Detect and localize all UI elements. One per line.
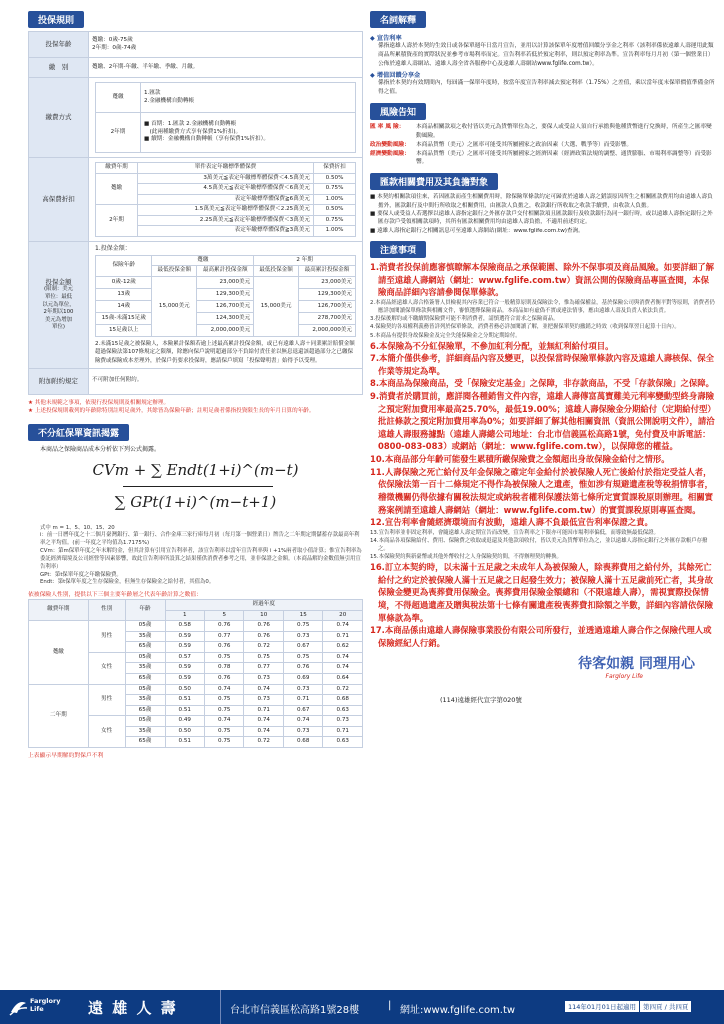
section-heading-disclosure: 不分紅保單資訊揭露 — [28, 424, 129, 441]
risk-item: 匯 率 風 險： 本商品相關款項之收付皆以美元為貨幣單位為之，要保人或受益人須自行承擔與他種貨幣進行兌換時，所產生之匯率變動風險。 — [370, 124, 712, 139]
note-item: 13.宣告利率並非固定利率，會隨遠雄人壽定期宣告而改變，宣告利率之下限亦可能因市場利率偏低，而導致無最低保證。 — [370, 529, 659, 536]
note-item: 15.本保險契約與新臺幣或其他外幣收付之人身保險契約間，不得辦理契約轉換。 — [370, 554, 562, 561]
footer: Farglory Life 遠 雄 人 壽 台北市信義區松高路1號28樓 | 網址:www.fglife.com.tw 114年01月01日起適用 第四頁 / 共四頁 — [0, 990, 724, 1024]
note-item: 11.人壽保險之死亡給付及年金保險之確定年金給付於被保險人死亡後給付於指定受益人者，依保險法第一百十二條規定不得作為被保險人之遺產，惟如涉有規避遺產稅等稅捐情事者，稽徵機關仍得依據有關稅法規定或納稅者權利保護法第七條所定實質課稅原則辦理。相關實務案例請至遠雄人壽網站（網址：www.fglife.com.tw）的實質課稅原則專區查閱。 — [370, 466, 713, 515]
risk-item: 經濟變動風險： 本商品貨幣（美元）之匯率可能受其所屬國家之經濟因素（經濟政策法規的調整、通貨膨脹、市場利率調整等）而受影響。 — [370, 150, 712, 166]
slogan-en: Farglory Life — [605, 673, 643, 681]
note-item: 12.宣告利率會隨經濟環境而有波動，遠雄人壽不負最低宣告利率保證之責。 — [370, 517, 653, 528]
star-note-2: ★ 上述投保規則載列的年齡除特別註明足歲外，其餘皆為保險年齡；註明足歲者係指投資限生長的年月日算的年齡。 — [28, 408, 315, 415]
effective-date: 114年01月01日起適用 — [565, 1001, 639, 1012]
rules-table: 投保年齡 躉繳：0歲-75歲 2年期：0歲-74歲 繳 別 躉繳、2年期-年繳、半年繳、季繳、月繳。 繳費方式 躉繳 1.匯款 2.金融機構自動轉帳 2年期 ■ 首期：1.匯款 2.金融機構自動轉帳 (此兩種繳費方式享有保費1%折扣)。 ■ 續期：金融機構自動轉帳（享有保費1%折扣）。 高保費折扣 繳費年期 單件表定年繳標準體保費 保費折扣 躉繳 3萬美元≦表定年繳標準體保費＜4.5萬美元 0.50% 4.5萬美元≦表定年繳標準體保費＜6萬美元 0.75% 表定年繳標準體保費≧6萬美元 1.00% 2年期 1.5萬美元≦表定年繳標準體保費＜2.25萬美元 0.50% 2.25萬美元≦表定年繳標準體保費＜3萬美元 0.75% 表定年繳標準體保費≧3萬美元 1.00% 投保金額 (限制：美元 單位：最低 以元為單位， 2年期以100 美元為增加 單位) 1.投保金額： 保險年齡 躉繳 2 年期 最低投保金額 最高累計投保金額 最低投保金額 最高累計投保金額 0歲-12歲 15,000美元 23,000美元 15,000美元 23,000美元 13歲 129,300美元 129,300美元 14歲 126,700美元 126,700美元 15歲-未滿15足歲 124,300美元 278,700美元 15足歲以上 2,000,000美元 2,000,000美元 2.未滿15足歲之被保險人，本險累計保額若逾上述最高累計投保金額，或已有遠雄人壽＋同業累計賠償金額超過保險法第107條規定之限額，除應向保戶說明超過部分不負給付責任並以無息退還該超過部分之已繳保險費或保險成本差理外，於保戶仍要求投保時，應請保戶填寫「投保聲明書」始得予以受理。 附加附約規定 不可附加任何附約。 — [28, 31, 363, 395]
cmp-intro: 依被保險人性別，提供以下三個主要年齡層之代表年齡計算之數值： — [28, 592, 202, 599]
discount-table: 繳費年期 單件表定年繳標準體保費 保費折扣 躉繳 3萬美元≦表定年繳標準體保費＜4.5萬美元 0.50% 4.5萬美元≦表定年繳標準體保費＜6萬美元 0.75% 表定年繳標準體保費≧6萬美元 1.00% 2年期 1.5萬美元≦表定年繳標準體保費＜2.25萬美元 0.50% 2.25萬美元≦表定年繳標準體保費＜3萬美元 0.75% 表定年繳標準體保費≧3萬美元 1.00% — [95, 162, 356, 237]
right-column — [370, 8, 715, 709]
amount-table: 保險年齡 躉繳 2 年期 最低投保金額 最高累計投保金額 最低投保金額 最高累計投保金額 0歲-12歲 15,000美元 23,000美元 15,000美元 23,000美元 13歲 129,300美元 129,300美元 14歲 126,700美元 126,700美元 15歲-未滿15足歲 124,300美元 278,700美元 15足歲以上 2,000,000美元 2,000,000美元 — [95, 255, 356, 337]
fee-list — [370, 193, 715, 235]
note-item: 4.保險契約各項權利義務皆詳列於保單條款，消費者務必詳加閱讀了解，並把握保單契約撤銷之時效（收到保單翌日起算十日內）。 — [370, 324, 680, 331]
note-item: 17.本商品係由遠雄人壽保險事業股份有限公司所發行，並透過遠雄人壽合作之保險代理人或保險經紀人行銷。 — [370, 625, 712, 648]
footer-url: 網址:www.fglife.com.tw — [400, 1005, 516, 1016]
notes-list — [370, 261, 715, 649]
cmp-footnote: 上表顯示早期解約對保戶不利 — [28, 752, 104, 759]
pay-values: 躉繳、2年期-年繳、半年繳、季繳、月繳。 — [89, 58, 363, 78]
amount-label: 投保金額 (限制：美元 單位：最低 以元為單位， 2年期以100 美元為增加 單位) — [29, 241, 89, 368]
age-values: 躉繳：0歲-75歲 2年期：0歲-74歲 — [89, 32, 363, 58]
registration-number: (114)遠雄經代宣字第020號 — [440, 696, 522, 705]
footer-divider — [220, 990, 221, 1024]
term-declared-rate-text: 係指遠雄人壽於本契約生效日或各保單週年日當月宣告，並用以計算該保單年度增值回饋分享金之利率（該利率係依遠雄人壽運用此類商品所累積資產的實際狀況並參考市場利率而定。宣告利率若低於預定利率，則以預定利率為準。宣告利率每月月初（第一個營業日）公佈於遠雄人壽網站、遠雄人壽全省各服務中心及遠雄人壽網站www.fglife.com.tw）。 — [378, 43, 714, 67]
note-item: 14.本商品各項保險給付、費用、保險費之收取或退還及其他款項收付，皆以美元為貨幣單位為之，並以遠雄人壽指定銀行之外匯存款帳戶存撥之。 — [370, 537, 708, 552]
section-heading-risk: 風險告知 — [370, 103, 426, 120]
note-item: 9.消費者於購買前，應詳閱各種銷售文件內容，遠雄人壽傳富萬寶難美元利率變動型終身壽險之預定附加費用率最高25.70%，最低19.00%；遠雄人壽保險金分期給付（定期給付型）批註條款之預定附加費用率為0%；如要詳細了解其他相關資訊（資訊公開說明文件），請洽遠雄人壽服務據點（遠雄人壽總公司地址：台北市信義區松高路1號，免付費及申訴電話：0800-083-083）或網站（網址：www.fglife.com.tw），以保障您的權益。 — [370, 391, 715, 452]
section-heading-notes: 注意事項 — [370, 241, 426, 258]
risk-list — [370, 123, 715, 167]
formula-denominator: ∑ GPt(1+i)^(m−t+1) — [114, 492, 277, 511]
fee-item: ■ 本契約相關款項往來，若因匯款而產生相關費用時，除保險單條款約定可歸責於遠雄人壽之錯誤原因所生之相關匯款費用均由遠雄人壽負擔外，匯款銀行及中間行所收取之相關費用，由匯款人負擔之，收款銀行所收取之收款手續費，由收款人負擔。 — [370, 194, 713, 209]
pay-label: 繳 別 — [29, 58, 89, 78]
fee-item: ■ 遠雄人壽指定銀行之相關訊息可至遠雄人壽網站(網址：www.fglife.com.tw)查詢。 — [370, 227, 584, 234]
brand-name: 遠 雄 人 壽 — [88, 999, 178, 1017]
section-heading-glossary: 名詞解釋 — [370, 11, 426, 28]
cost-formula — [28, 453, 363, 525]
note-item: 16.訂立本契約時，以未滿十五足歲之未成年人為被保險人，除喪葬費用之給付外，其餘死亡給付之約定於被保險人滿十五足歲之日起發生效力；被保險人滿十五足歲前死亡者，其身故保險金變更為喪葬費用保險金。喪葬費用保險金額總和（不限遠雄人壽），需視實際投保情境，不得超過遺產及贈與稅法第十七條有關遺產稅喪葬費扣除額之半數，詳細內容請依保險單條款為準。 — [370, 562, 713, 623]
section-heading-rules: 投保規則 — [28, 11, 84, 28]
section-heading-fees: 匯款相關費用及其負擔對象 — [370, 173, 498, 190]
age-label: 投保年齡 — [29, 32, 89, 58]
amount-note: 2.未滿15足歲之被保險人，本險累計保額若逾上述最高累計投保金額，或已有遠雄人壽＋同業累計賠償金額超過保險法第107條規定之限額，除應向保戶說明超過部分不負給付責任並以無息退還該超過部分之已繳保險費或保險成本差理外，於保戶仍要求投保時，應請保戶填寫「投保聲明書」始得予以受理。 — [95, 341, 355, 364]
formula-notes: 式中 m = 1、5、10、15、20 i：前一日曆年度之十二個月臺灣銀行、第一銀行、合作金庫三家行庫每月初（每月第一個營業日）牌告之二年期定期儲蓄存款最高年利率之平均值。(前一年度之平均值為1.7175%) CVm：第m保單年度之年末解約金，但其計算有引用宣告利率者，該宣告利率以當年宣告利率與 i +1%兩者取小值計算；惟宣告利率為委託經濟環境及公司經營等因素影響，故此宣告利率所設算之結果僅供消費者參考之用，並非保證之金額。（本商品解約金數值無引用宣告利率） GPt：第t保單年度之年繳保險費。 Endt：第t保單年度之生存保險金，但無生存保險金之給付者，其值為0。 — [40, 524, 362, 586]
note-item: 3.投保後解約或不繳續期保險費可能不利消費者，請慎選符合需求之保險商品。 — [370, 316, 559, 323]
footer-address: 台北市信義區松高路1號28樓 — [230, 1005, 360, 1016]
note-item: 7.本簡介僅供參考，詳細商品內容及變更，以投保當時保險單條款內容及遠雄人壽核保、保全作業等規定為準。 — [370, 353, 715, 376]
star-note-1: ★ 其他未規範之事項，依現行投保規則及相關規定辦理。 — [28, 399, 170, 406]
rider-label: 附加附約規定 — [29, 368, 89, 394]
page-number: 第四頁 / 共四頁 — [640, 1001, 691, 1012]
paymode-label: 繳費方式 — [29, 78, 89, 158]
discount-label: 高保費折扣 — [29, 158, 89, 242]
slogan: 待客如親 同理用心 — [578, 656, 695, 673]
term-bonus-text: 係指於本契約有效期間內，每屆滿一保單年度時，按當年度宣告利率減去預定利率（1.75%）之差值，乘以當年度末保單價值準備金所得之值。 — [378, 80, 715, 96]
risk-item: 政治變動風險： 本商品貨幣（美元）之匯率可能受其所屬國家之政治因素（大選、戰爭等）而受影響。 — [370, 141, 633, 148]
formula-numerator: CVm + ∑ Endt(1+i)^(m−t) — [92, 460, 299, 479]
note-item: 10.本商品部分年齡可能發生累積所繳保險費之金額超出身故保險金給付之情形。 — [370, 454, 670, 465]
formula-bar — [123, 486, 273, 487]
slogan-area — [370, 653, 715, 709]
term-declared-rate: ◆ 宣告利率 — [370, 35, 402, 42]
left-column — [28, 8, 363, 759]
rider-value: 不可附加任何附約。 — [89, 368, 363, 394]
disclosure-intro: 本商品之保險商品成本分析依下列公式揭露。 — [40, 445, 161, 453]
logo-icon — [8, 997, 28, 1017]
note-item: 1.消費者投保前應審慎瞭解本保險商品之承保範圍、除外不保事項及商品風險。如要詳細了解請至遠雄人壽網站（網址：www.fglife.com.tw）資訊公開的保險商品專區查閱，本保險商品詳細內容請參閱保單條款。 — [370, 262, 715, 298]
note-item: 5.本商品有提供身故保險金及完全失能保險金之分期定期給付。 — [370, 332, 521, 339]
farglory-logo: Farglory Life — [8, 994, 68, 1020]
note-item: 2.本商品經遠雄人壽合格簽署人員檢視其內容業已符合一般精算原則及保險法令，惟為確保權益，基於保險公司與消費者衡平對等原則，消費者仍應詳加閱讀保單條款與相關文件，審慎選擇保險商品。本商品如有虛偽不實或違法情事，應由遠雄人壽及負責人依法負責。 — [370, 300, 715, 315]
note-item: 8.本商品為保險商品，受「保險安定基金」之保障，非存款商品，不受「存款保險」之保障。 — [370, 378, 715, 389]
note-item: 6.本保險為不分紅保險單，不參加紅利分配，並無紅利給付項目。 — [370, 340, 614, 351]
term-bonus: ◆ 增值回饋分享金 — [370, 72, 421, 80]
ratio-table: 繳費年期 性別 年齡 經過年度 1 5 10 15 20 躉繳 男性 05歲 0.58 0.76 0.76 0.75 0.74 35歲 0.59 0.77 0.76 0.73 0.71 65歲 0.59 0.76 0.72 0.67 0.62 女性 05歲 0.57 0.75 0.75 0.75 0.74 35歲 0.59 0.78 0.77 0.76 0.74 65歲 0.59 0.76 0.73 0.69 0.64 二年期 男性 05歲 0.50 0.74 0.74 0.73 0.72 35歲 0.51 0.75 0.73 0.71 0.68 65歲 0.51 0.75 0.71 0.67 0.63 女性 05歲 0.49 0.74 0.74 0.74 0.73 35歲 0.50 0.75 0.74 0.73 0.71 65歲 0.51 0.75 0.72 0.68 0.63 — [28, 599, 363, 748]
paymode-table: 躉繳 1.匯款 2.金融機構自動轉帳 2年期 ■ 首期：1.匯款 2.金融機構自動轉帳 (此兩種繳費方式享有保費1%折扣)。 ■ 續期：金融機構自動轉帳（享有保費1%折扣）。 — [95, 82, 356, 153]
fee-item: ■ 要保人或受益人若選擇以遠雄人壽指定銀行之外匯存款戶交付相關款項且匯款銀行及收款銀行為同一銀行時，或以遠雄人壽指定銀行之外匯存款戶受領相關款項時，其所有匯款相關費用均由遠雄人壽負擔，不適用前述約定。 — [370, 211, 713, 226]
